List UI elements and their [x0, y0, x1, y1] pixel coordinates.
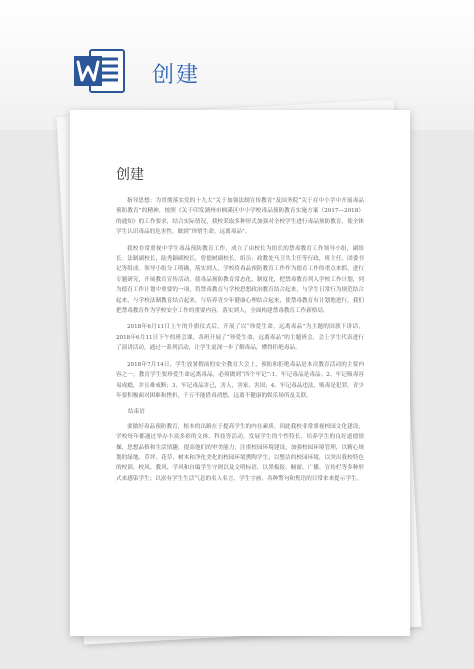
- paragraph-guiding-thought: 指导思想：为贯彻落实党的十九大“关于加强法制宣传教育”及国务院“关于在中小学中开展毒品预防教育”的精神，按照《关于印发湖州市枫溪区中小学校毒品预防教育实施方案（2017—2018）的通知》的工作要求，结合实际情况，我校采取多种形式加强对全校学生进行毒品预防教育，使全体学生认识毒品的危害性，做到“珍惜生命，远离毒品”。: [116, 198, 364, 236]
- document-page: [70, 110, 410, 636]
- paragraph-flag-ceremony: 2018年6月11日上午的升旗仪式后，开展了以“珍爱生命，远离毒品”为主题的国旗下讲话，2018年6月11日下午的班会课，各班开展了“珍爱生命，远离毒品”的主题班会，会上学生代表进行了演讲活动，通过一系列活动，让学生更深一步了解毒品，懂得拒绝毒品。: [116, 324, 364, 352]
- paragraph-organization: 我校非常重视中学生毒品预防教育工作，成立了由校长为组长的禁毒教育工作领导小组，副组长：法制副校长，陆秀颖副校长，曾德树副校长，组员：政教处马卫共主任等行政，班主任、团委书记等组成。领导小组分工明确，落实到人，学校将毒品预防教育工作作为德育工作的重点来抓，进行专题研究，开展教育宣传活动，使毒品预防教育常态化、制度化，把禁毒教育列入学校工作计划，列为德育工作计划中重要的一项，将禁毒教育与学校思想政治教育结合起来，与学生日常行为规范结合起来，与学校法制教育结合起来，与培养青少年健康心理结合起来，使禁毒教育有计划地进行。我们把禁毒教育作为学校安全工作的重要内容，落实到人，全面构建禁毒教育工作新格局。: [116, 245, 364, 315]
- document-heading: 创建: [116, 167, 144, 183]
- paragraph-safety-meeting: 2018年7月14日，学生放暑假前的安全教育大会上，预防和拒绝毒品是本次教育活动的主要内容之一，教育学生要珍爱生命远离毒品，必须做到“四个牢记”:1、牢记毒品是毒品；2、牢记吸毒容易成瘾，并且难戒断；3、牢记毒品害己，害人，害家，害国；4、牢记毒品违法，贩毒是犯罪。青少年要积极面对困难和挫折，千万不能借毒消愁，远离不健康的娱乐场所及关联。: [116, 361, 364, 399]
- document-body: [116, 196, 364, 490]
- closing-subheading: 结束语: [128, 409, 145, 416]
- word-document-icon: [72, 44, 126, 98]
- document-title: 创建: [152, 63, 201, 88]
- paragraph-closing: 要做好毒品预防教育，根本的出路在于提高学生的内在素质。因此我校非常重视校园文化建设，学校每年都通过举办丰富多彩的文体、科技等活动，发展学生的个性特长，培养学生的良好道德情操，思想品格和生活情趣，提高他们的审美能力；注重校园环境建设，加强校园环境管理，以精心规划的绿地、草坪、花草、树木和净化美化的校园环境熏陶学生，以整洁的校园环境，以突出我校特色的校训、校风、教风、学风和自编学生守则以及文明标语，以黑板报、橱窗、广播、宣传栏等多种形式来感染学生；以富有学生生活气息的名人名言、学生字画、各种警句和隽语的日常来来提示学生。: [116, 423, 364, 482]
